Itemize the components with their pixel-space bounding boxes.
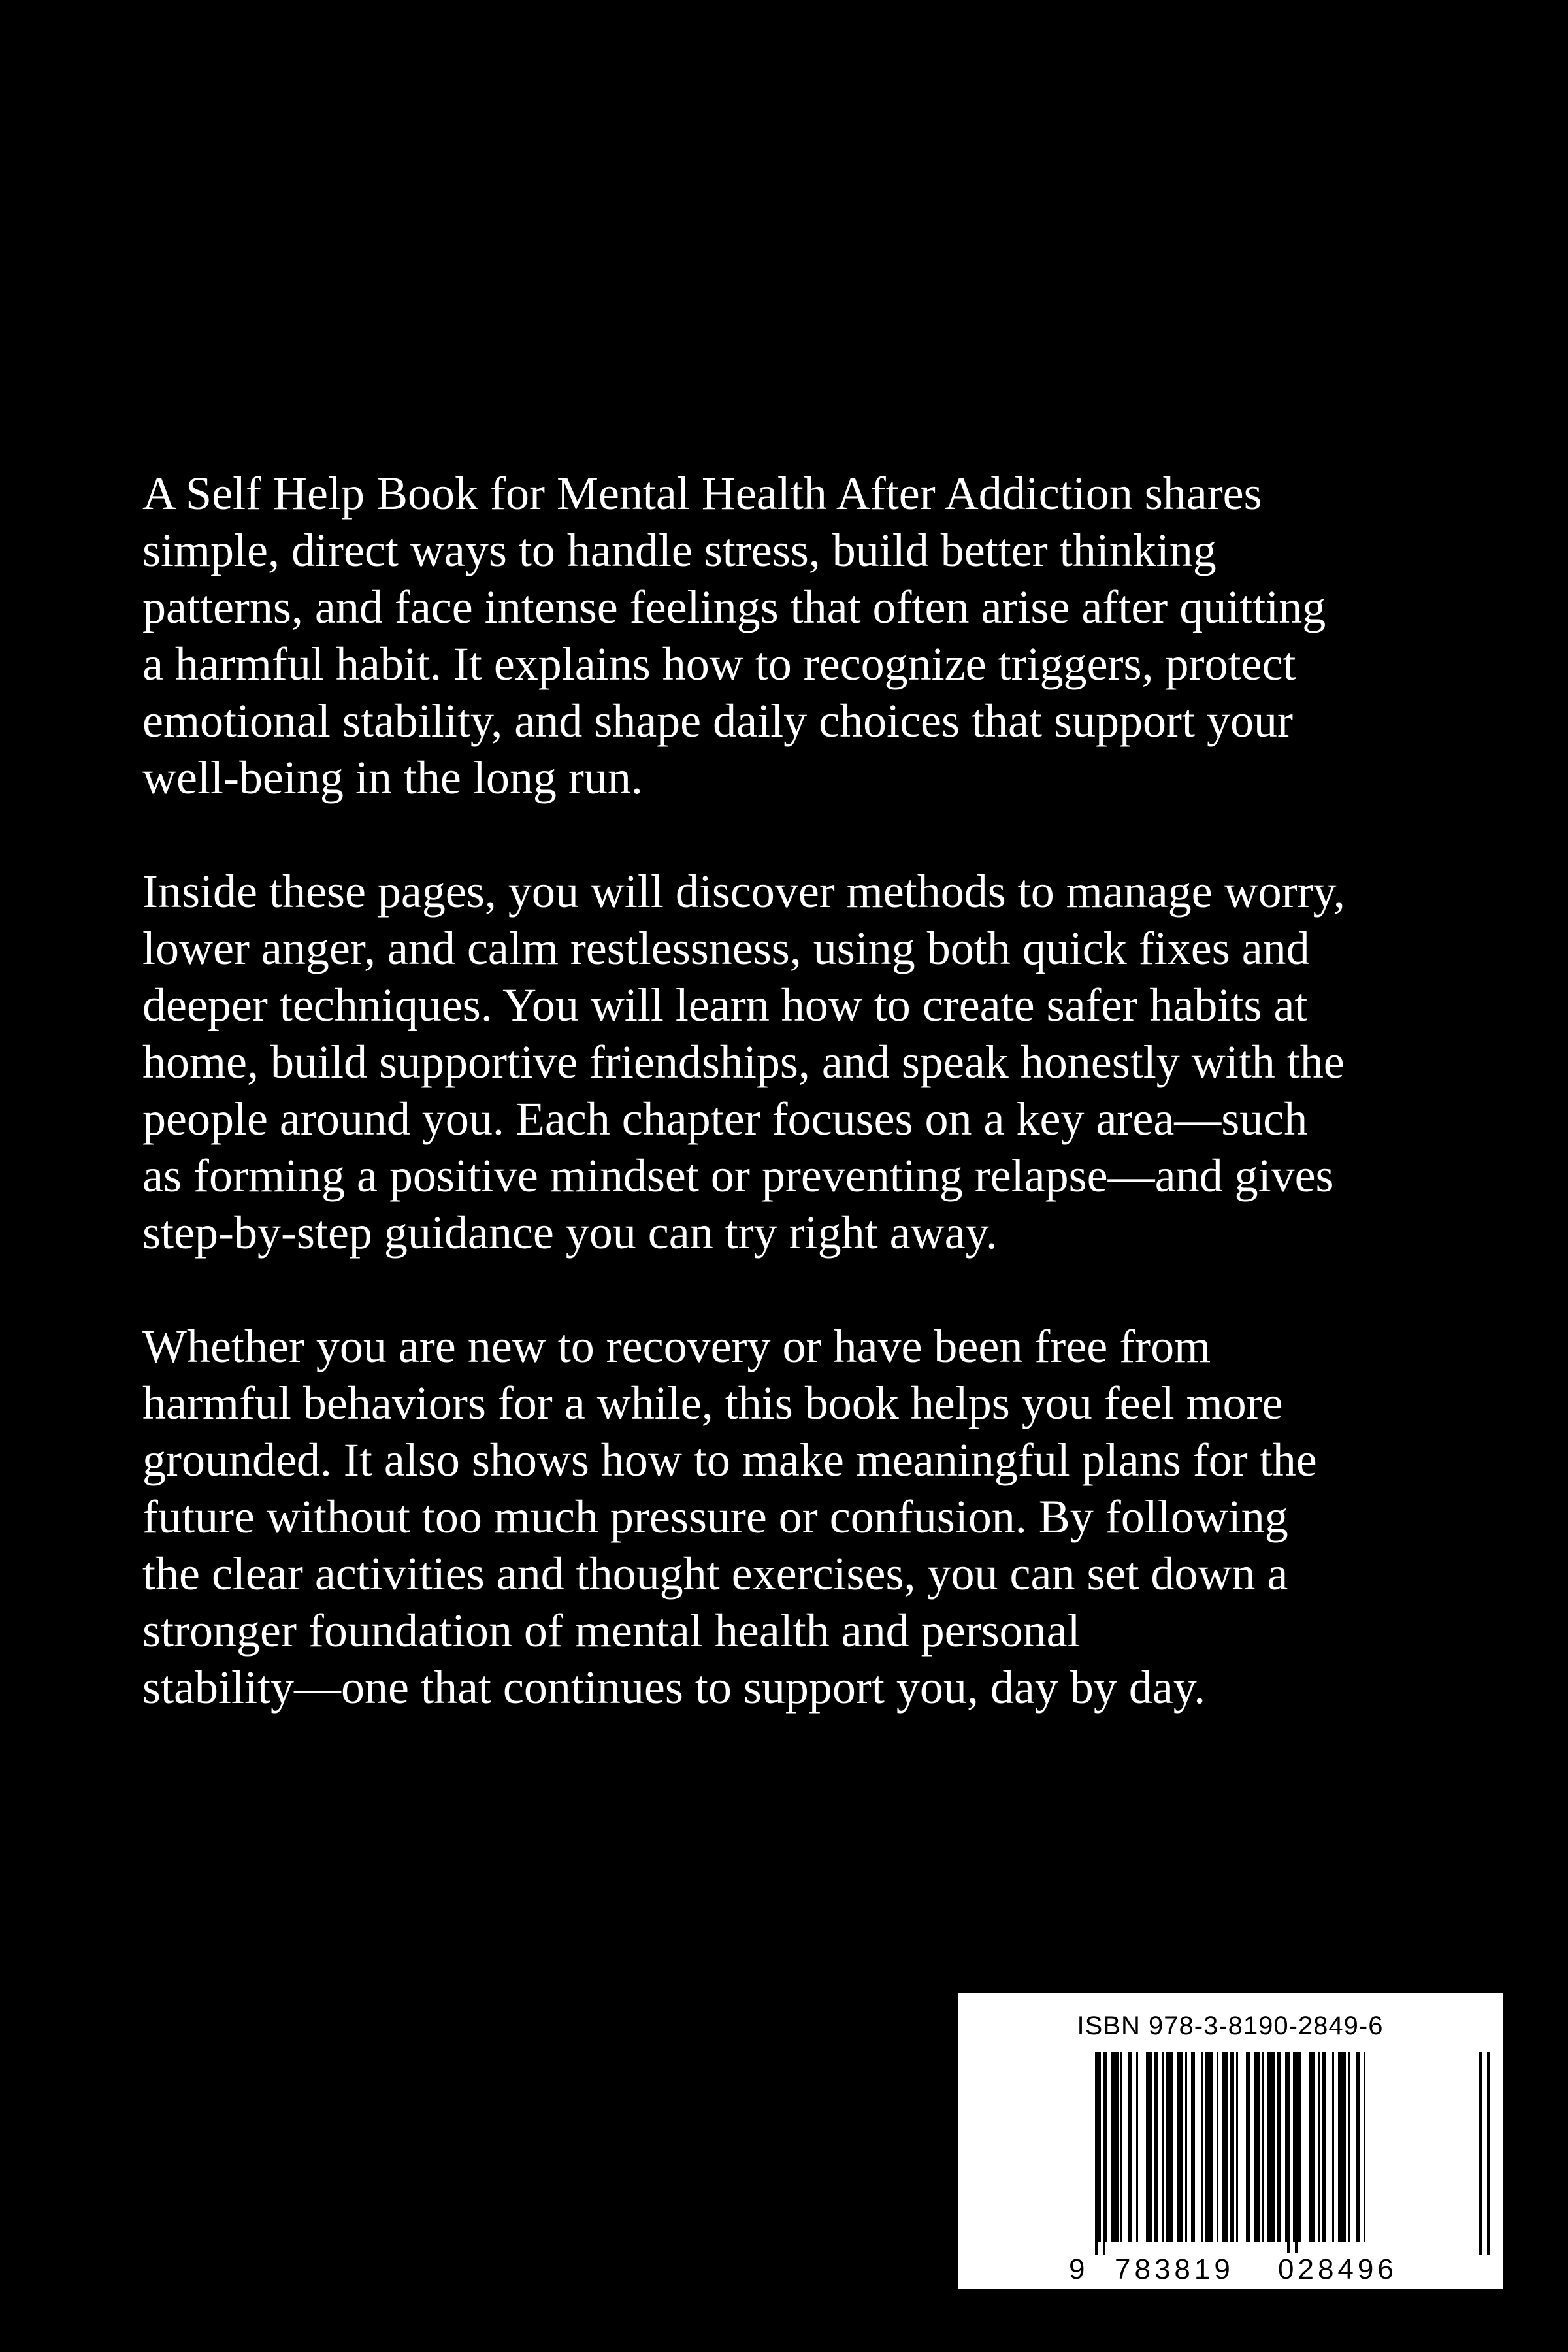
barcode-guard-bar [1295,2052,1298,2255]
barcode-bar [1285,2052,1287,2242]
barcode-guard-bar [1095,2052,1098,2255]
isbn-barcode-box [958,1993,1503,2289]
barcode-bar [1236,2052,1238,2242]
barcode-bar [1191,2052,1195,2242]
barcode-bar [1166,2052,1173,2242]
barcode-bar [1356,2052,1360,2242]
barcode-guard-bar [1487,2052,1490,2255]
barcode-bar [1246,2052,1250,2242]
barcode-bar [1254,2052,1260,2242]
barcode-bar [1201,2052,1203,2242]
blurb-paragraph-2: Inside these pages, you will discover methods to manage worry, lower anger, and calm restlessness, using both quick fixes and deeper techniques. You will learn how to create safer habits at home, build supportive friendships, and speak honestly with the people around you. Each chapter focuses on a key area—such as forming a positive mindset or preventing relapse—and gives step-by-step guidance you can try right away. [142,865,1345,1259]
barcode-bar [1128,2052,1132,2242]
barcode-bar [1222,2052,1228,2242]
barcode-bar [1146,2052,1152,2242]
blurb-paragraph-1: A Self Help Book for Mental Health After Addiction shares simple, direct ways to handle stress, build better thinking patterns, and face intense feelings that often arise after quitting a harmful habit. It explains how to recognize triggers, protect emotional stability, and shape daily choices that support your well-being in the long run. [142,467,1326,804]
barcode-bar [1267,2052,1275,2242]
blurb-text [142,465,1501,1773]
barcode-bar [1364,2052,1365,2242]
barcode-bar [1111,2052,1119,2242]
barcode-guard-bar [1103,2052,1105,2255]
blurb-paragraph-3: Whether you are new to recovery or have been free from harmful behaviors for a while, this book helps you feel more grounded. It also shows how to make meaningful plans for the future without too much pressure or confusion. By following the clear activities and thought exercises, you can set down a stronger foundation of mental health and personal stability—one that continues to support you, day by day. [142,1320,1317,1714]
barcode-bar [1185,2052,1187,2242]
barcode-digits-right: 028496 [1275,2253,1400,2286]
barcode-bar [1136,2052,1138,2242]
barcode-bar [1348,2052,1350,2242]
barcode-bar [1332,2052,1334,2242]
barcode-bar [1230,2052,1234,2242]
barcode-bar [1177,2052,1183,2242]
barcode-bar [1154,2052,1158,2242]
barcode-bar [1162,2052,1164,2242]
barcode-guard-bar [1479,2052,1482,2255]
barcode-bar [1262,2052,1264,2242]
isbn-label: ISBN 978-3-8190-2849-6 [1077,2012,1384,2040]
barcode-bar [1217,2052,1218,2242]
barcode-bar [1120,2052,1122,2242]
barcode-bar [1293,2052,1295,2242]
barcode-bar [1322,2052,1326,2242]
barcode-icon [958,2052,1503,2255]
barcode-bar [1338,2052,1346,2242]
barcode-digits-left: 783819 [1112,2253,1237,2286]
barcode-guard-bar [1287,2052,1290,2255]
barcode-bar [1318,2052,1320,2242]
barcode-bar [1277,2052,1281,2242]
barcode-bar [1309,2052,1315,2242]
barcode-bar [1205,2052,1213,2242]
barcode-digit-first: 9 [1066,2253,1091,2286]
